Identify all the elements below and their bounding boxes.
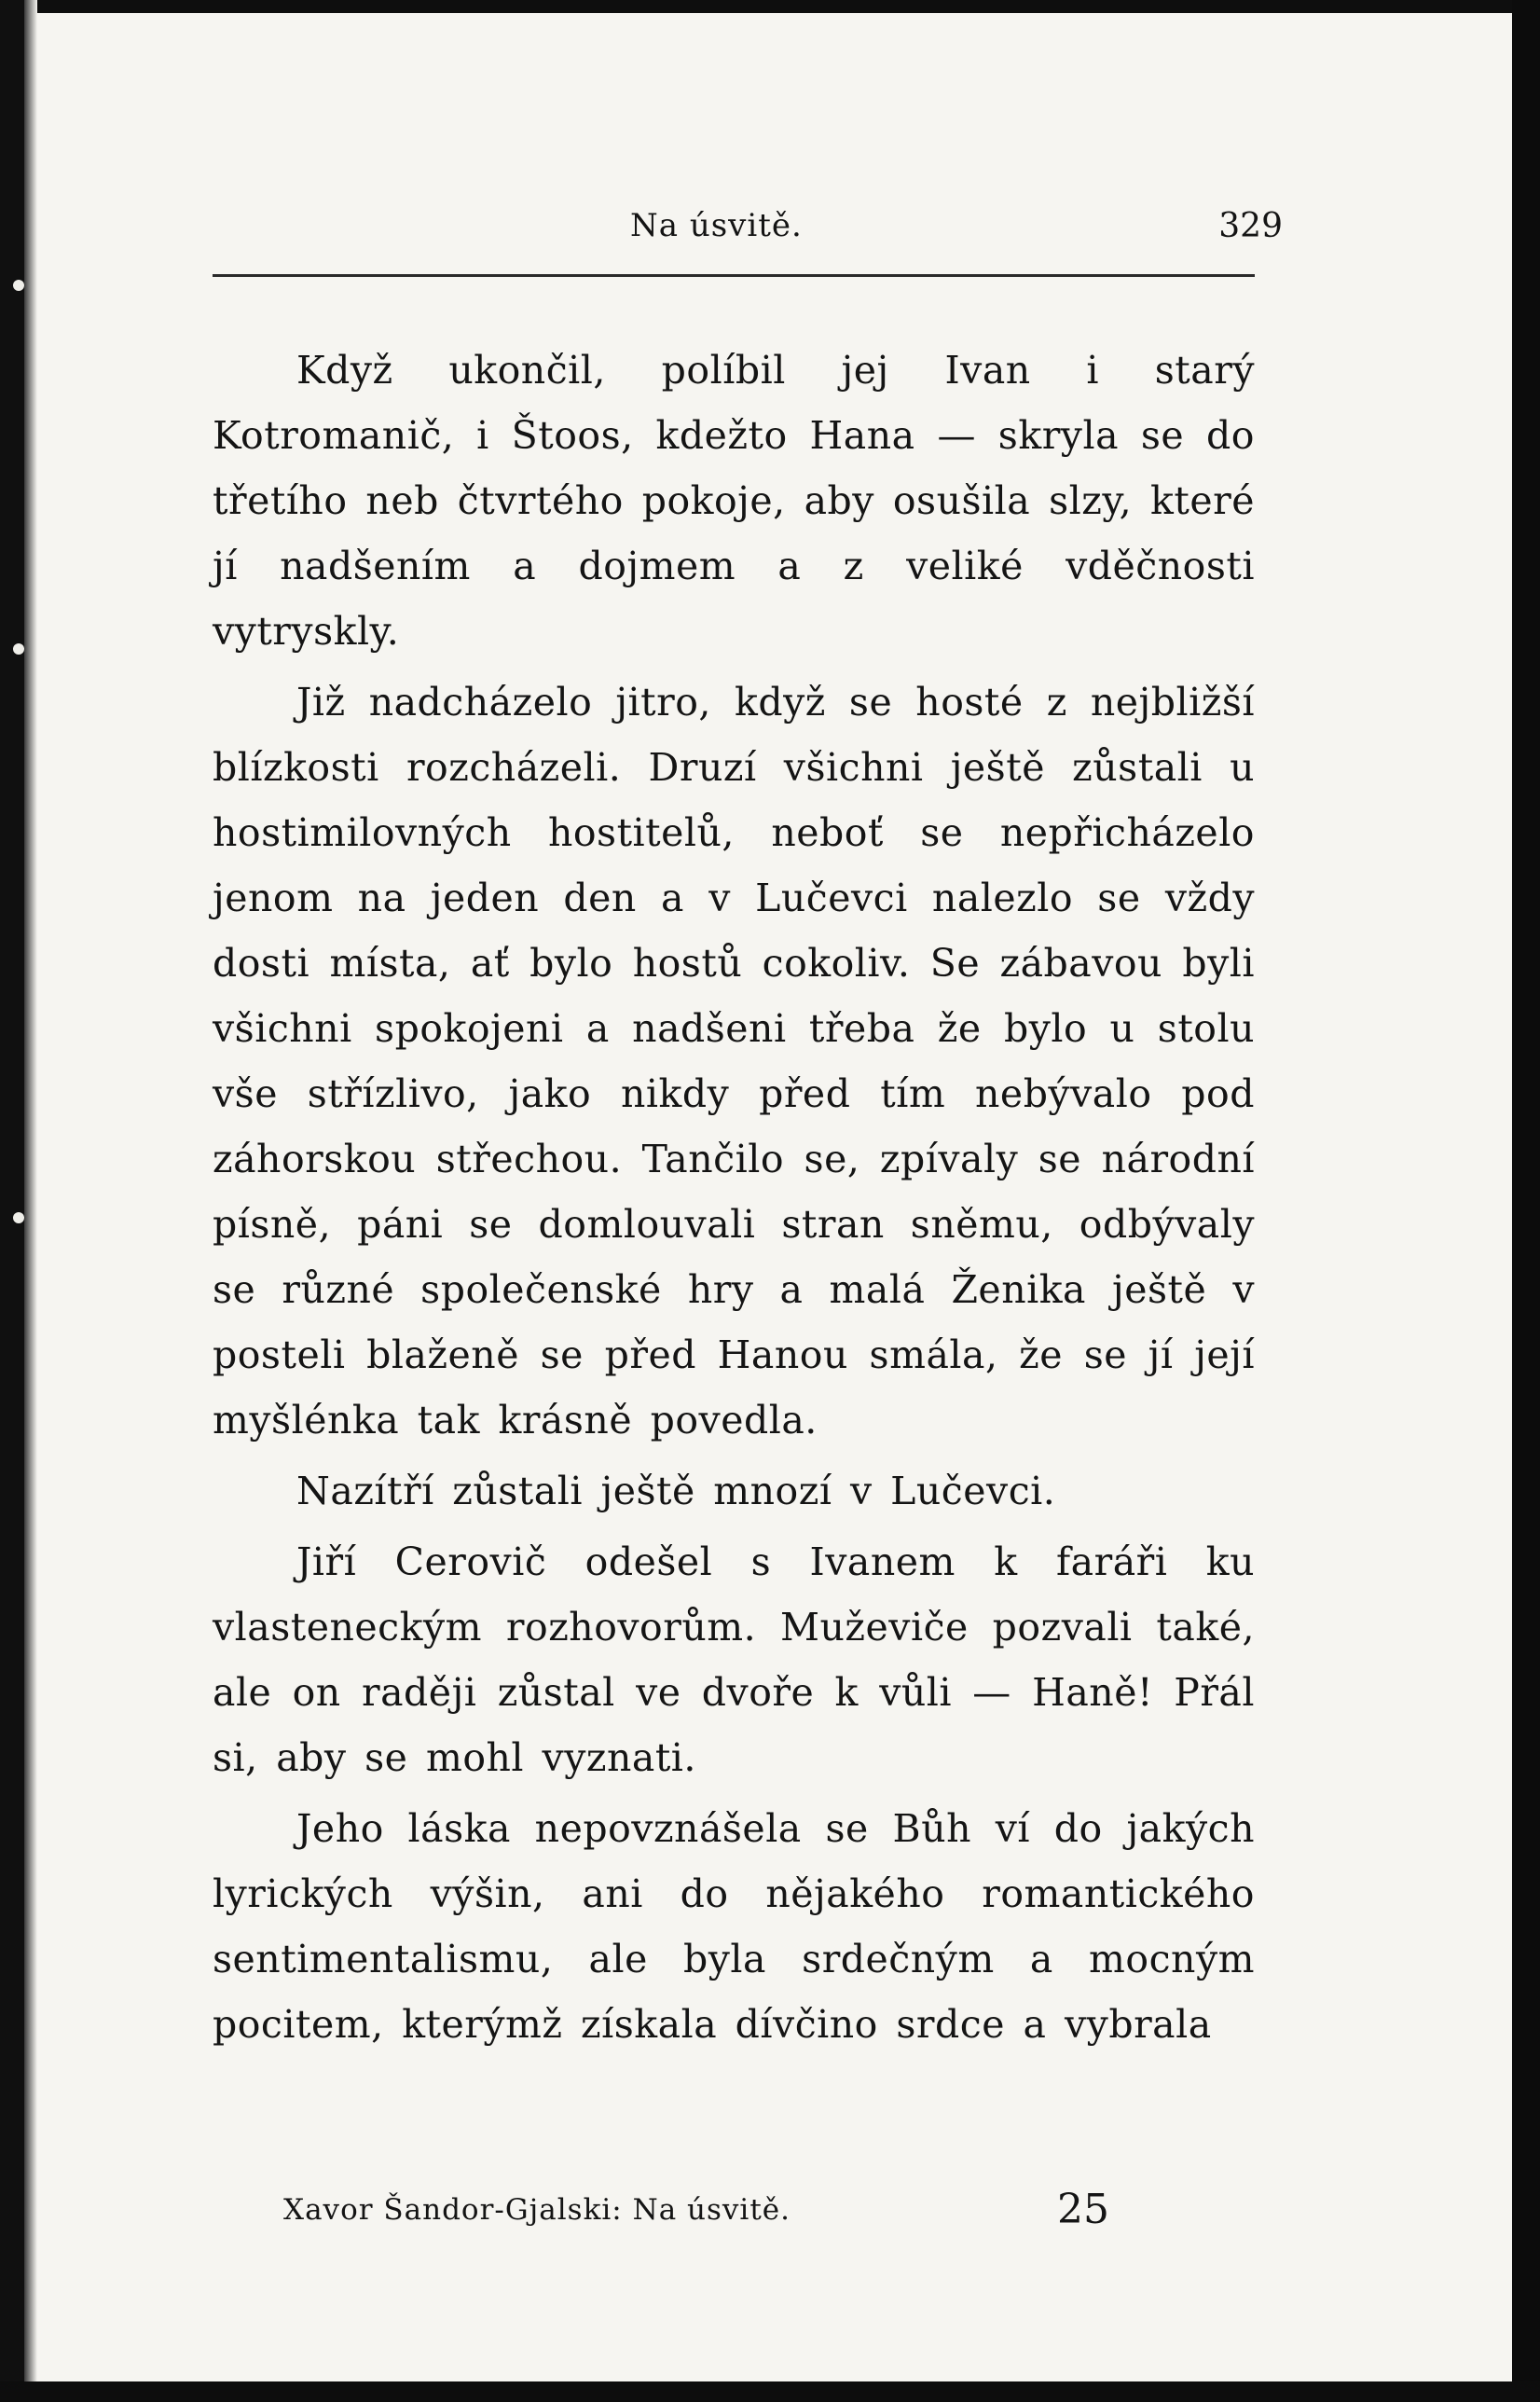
paragraph: Jeho láska nepovznášela se Bůh ví do jakých lyrických výšin, ani do nějakého romantického sentimentalismu, ale byla srdečným a mocným pocitem, kterýmž získala dívčino srdce a vybrala — [213, 1806, 1255, 2047]
sheet-number: 25 — [1057, 2186, 1109, 2233]
paragraph: Již nadcházelo jitro, když se hosté z nejbližší blízkosti rozcházeli. Druzí všichni ještě zůstali u hostimilovných hostitelů, neboť se nepřicházelo jenom na jeden den a v Lučevci nalezlo se vždy dosti místa, ať bylo hostů cokoliv. Se zábavou byli všichni spokojeni a nadšeni třeba že bylo u stolu vše střízlivo, jako nikdy před tím nebývalo pod záhorskou střechou. Tančilo se, zpívaly se národní písně, páni se domlouvali stran sněmu, odbývaly se různé společenské hry a malá Ženika ještě v posteli blaženě se před Hanou smála, že se jí její myšlénka tak krásně povedla. — [213, 680, 1255, 1443]
running-head — [213, 207, 1283, 263]
page-number: 329 — [1218, 207, 1283, 245]
scan-border-left — [0, 0, 24, 2402]
scan-border-right — [1512, 0, 1540, 2402]
header-rule — [213, 274, 1255, 277]
signature-line: Xavor Šandor-Gjalski: Na úsvitě. — [283, 2193, 791, 2227]
scan-border-bottom — [0, 2381, 1540, 2402]
binding-mark — [13, 1212, 24, 1223]
paragraph: Když ukončil, políbil jej Ivan i starý Kotromanič, i Štoos, kdežto Hana — skryla se do třetího neb čtvrtého pokoje, aby osušila slzy, které jí nadšením a dojmem a z veliké vděčnosti vytryskly. — [213, 348, 1255, 654]
binding-mark — [13, 643, 24, 655]
scan-border-top — [0, 0, 1540, 13]
paragraph: Jiří Cerovič odešel s Ivanem k faráři ku vlasteneckým rozhovorům. Muževiče pozvali také, ale on raději zůstal ve dvoře k vůli — Haně! Přál si, aby se mohl vyznati. — [213, 1539, 1255, 1780]
footer — [283, 2180, 1122, 2236]
page-gutter-shadow — [24, 0, 37, 2402]
binding-mark — [13, 280, 24, 291]
running-title: Na úsvitě. — [630, 207, 803, 244]
body-text — [213, 338, 1255, 2063]
paragraph: Nazítří zůstali ještě mnozí v Lučevci. — [296, 1469, 1056, 1513]
